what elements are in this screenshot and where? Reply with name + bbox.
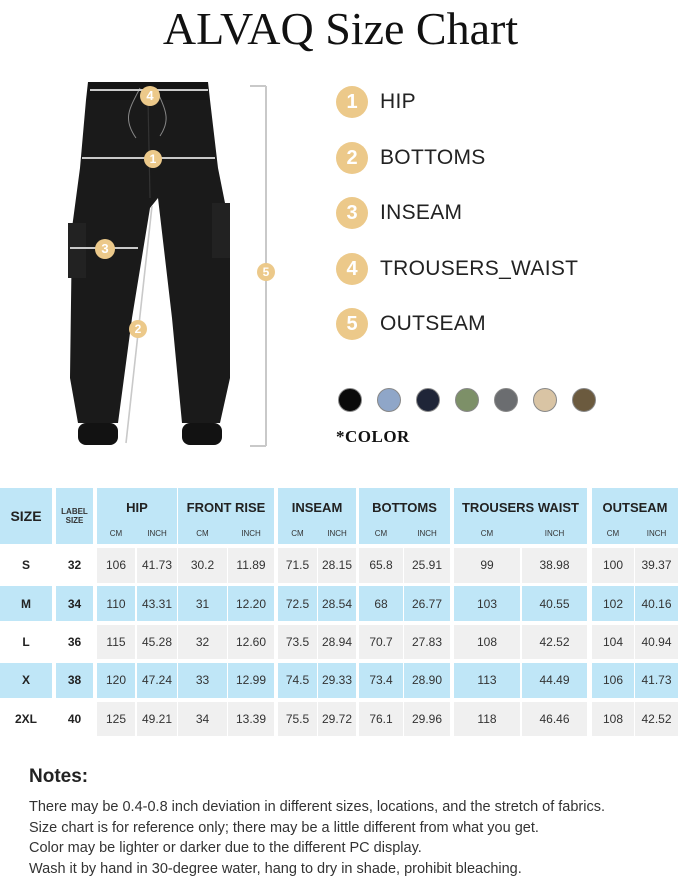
- unit-header-inch: INCH: [241, 528, 261, 538]
- table-cell: 68: [359, 586, 403, 621]
- legend-number: 3: [336, 197, 368, 229]
- legend-number: 2: [336, 142, 368, 174]
- column-group-title: OUTSEAM: [602, 499, 668, 515]
- label-size-cell: 40: [56, 702, 93, 737]
- table-cell: 26.77: [404, 586, 450, 621]
- legend-label: OUTSEAM: [380, 312, 486, 335]
- table-cell: 120: [97, 663, 135, 698]
- table-cell: 12.60: [228, 625, 274, 660]
- table-cell: 118: [454, 702, 520, 737]
- table-cell: 73.4: [359, 663, 403, 698]
- column-group-title: FRONT RISE: [186, 499, 266, 515]
- table-cell: 29.96: [404, 702, 450, 737]
- diagram-badge-outseam: 5: [257, 263, 275, 281]
- table-cell: 40.16: [635, 586, 678, 621]
- table-cell: 12.99: [228, 663, 274, 698]
- table-cell: 71.5: [278, 548, 317, 583]
- diagram-badge-trousers-waist: 4: [140, 86, 160, 106]
- table-cell: 115: [97, 625, 135, 660]
- table-cell: 108: [592, 702, 634, 737]
- table-cell: 30.2: [178, 548, 227, 583]
- legend-item: [336, 308, 578, 364]
- table-cell: 28.90: [404, 663, 450, 698]
- legend-label: INSEAM: [380, 201, 463, 224]
- legend-number: 4: [336, 253, 368, 285]
- table-cell: 65.8: [359, 548, 403, 583]
- diagram-badge-inseam: 3: [95, 239, 115, 259]
- color-label: *COLOR: [336, 427, 410, 446]
- notes-title: Notes:: [29, 766, 89, 787]
- table-cell: 44.49: [522, 663, 587, 698]
- column-group-title: HIP: [126, 499, 148, 515]
- table-cell: 46.46: [522, 702, 587, 737]
- size-cell: X: [0, 663, 52, 698]
- label-size-cell: 34: [56, 586, 93, 621]
- table-cell: 12.20: [228, 586, 274, 621]
- legend-label: TROUSERS_WAIST: [380, 256, 579, 280]
- pants-drawing: [60, 78, 280, 458]
- table-cell: 102: [592, 586, 634, 621]
- table-cell: 113: [454, 663, 520, 698]
- table-cell: 125: [97, 702, 135, 737]
- table-cell: 38.98: [522, 548, 587, 583]
- table-cell: 47.24: [137, 663, 177, 698]
- table-cell: 13.39: [228, 702, 274, 737]
- color-swatches: [338, 388, 611, 412]
- unit-header-inch: INCH: [646, 528, 667, 538]
- page-title: ALVAQ Size Chart: [162, 3, 519, 54]
- color-swatch: [338, 388, 362, 412]
- table-cell: 28.94: [318, 625, 356, 660]
- legend-item: [336, 86, 578, 142]
- table-cell: 41.73: [137, 548, 177, 583]
- column-group-title: INSEAM: [291, 499, 343, 515]
- table-cell: 73.5: [278, 625, 317, 660]
- table-cell: 28.54: [318, 586, 356, 621]
- legend-label: BOTTOMS: [380, 145, 486, 169]
- table-cell: 99: [454, 548, 520, 583]
- table-cell: 27.83: [404, 625, 450, 660]
- unit-header-inch: INCH: [147, 528, 167, 538]
- measurement-legend: [336, 86, 578, 364]
- table-cell: 70.7: [359, 625, 403, 660]
- table-cell: 106: [592, 663, 634, 698]
- unit-header-cm: CM: [109, 528, 123, 538]
- table-cell: 43.31: [137, 586, 177, 621]
- table-cell: 74.5: [278, 663, 317, 698]
- pants-illustration: [60, 78, 280, 458]
- table-cell: 40.94: [635, 625, 678, 660]
- table-cell: 32: [178, 625, 227, 660]
- size-column-header: SIZE: [0, 488, 52, 544]
- column-group-title: TROUSERS WAIST: [461, 499, 579, 515]
- table-cell: 72.5: [278, 586, 317, 621]
- color-swatch: [416, 388, 440, 412]
- table-cell: 33: [178, 663, 227, 698]
- unit-header-cm: CM: [606, 528, 620, 538]
- table-cell: 76.1: [359, 702, 403, 737]
- color-swatch: [455, 388, 479, 412]
- table-cell: 28.15: [318, 548, 356, 583]
- table-cell: 40.55: [522, 586, 587, 621]
- table-cell: 45.28: [137, 625, 177, 660]
- size-cell: M: [0, 586, 52, 621]
- table-cell: 100: [592, 548, 634, 583]
- table-cell: 42.52: [522, 625, 587, 660]
- label-size-column-header: LABEL SIZE: [56, 488, 93, 544]
- size-cell: L: [0, 625, 52, 660]
- table-cell: 103: [454, 586, 520, 621]
- unit-header-cm: CM: [480, 528, 494, 538]
- table-cell: 25.91: [404, 548, 450, 583]
- notes-body: [29, 797, 605, 879]
- size-cell: S: [0, 548, 52, 583]
- note-line: Color may be lighter or darker due to the different PC display.: [29, 840, 422, 856]
- legend-number: 5: [336, 308, 368, 340]
- table-cell: 110: [97, 586, 135, 621]
- unit-header-inch: INCH: [417, 528, 437, 538]
- column-group-title: BOTTOMS: [372, 499, 437, 515]
- table-cell: 31: [178, 586, 227, 621]
- label-size-cell: 32: [56, 548, 93, 583]
- table-cell: 11.89: [228, 548, 274, 583]
- legend-number: 1: [336, 86, 368, 118]
- table-cell: 29.72: [318, 702, 356, 737]
- color-swatch: [533, 388, 557, 412]
- legend-item: [336, 253, 578, 309]
- legend-label: HIP: [380, 90, 416, 113]
- color-swatch: [377, 388, 401, 412]
- table-cell: 41.73: [635, 663, 678, 698]
- table-cell: 49.21: [137, 702, 177, 737]
- table-cell: 104: [592, 625, 634, 660]
- note-line: Size chart is for reference only; there may be a little different from what you get.: [29, 819, 539, 836]
- table-cell: 39.37: [635, 548, 678, 583]
- unit-header-cm: CM: [374, 528, 388, 538]
- unit-header-inch: INCH: [327, 528, 347, 538]
- note-line: There may be 0.4-0.8 inch deviation in different sizes, locations, and the stretch of fabrics.: [29, 799, 606, 815]
- label-size-cell: 38: [56, 663, 93, 698]
- table-cell: 106: [97, 548, 135, 583]
- diagram-badge-bottoms: 2: [129, 320, 147, 338]
- unit-header-inch: INCH: [544, 528, 565, 538]
- color-swatch: [572, 388, 596, 412]
- table-cell: 108: [454, 625, 520, 660]
- legend-item: [336, 197, 578, 253]
- table-cell: 29.33: [318, 663, 356, 698]
- legend-item: [336, 142, 578, 198]
- table-cell: 75.5: [278, 702, 317, 737]
- size-cell: 2XL: [0, 702, 52, 737]
- table-cell: 34: [178, 702, 227, 737]
- unit-header-cm: CM: [291, 528, 304, 538]
- diagram-badge-hip: 1: [144, 150, 162, 168]
- unit-header-cm: CM: [196, 528, 209, 538]
- color-swatch: [494, 388, 518, 412]
- label-size-cell: 36: [56, 625, 93, 660]
- table-cell: 42.52: [635, 702, 678, 737]
- note-line: Wash it by hand in 30-degree water, hang to dry in shade, prohibit bleaching.: [29, 860, 522, 877]
